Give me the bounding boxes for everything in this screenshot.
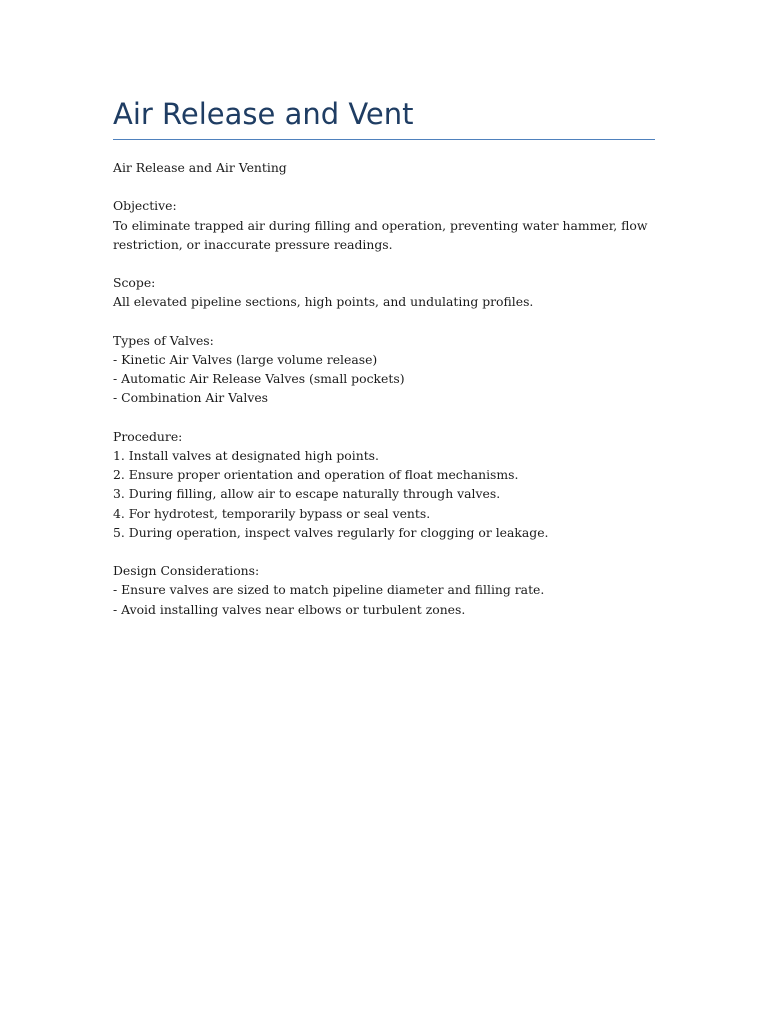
document-subtitle: Air Release and Air Venting <box>113 160 287 175</box>
procedure-heading: Procedure: <box>113 428 183 444</box>
document-title: Air Release and Vent <box>113 97 414 131</box>
design-considerations-section <box>113 561 655 619</box>
design-considerations-heading: Design Considerations: <box>113 563 260 579</box>
procedure-step: 2. Ensure proper orientation and operation of float mechanisms. <box>113 467 519 483</box>
procedure-step: 4. For hydrotest, temporarily bypass or seal vents. <box>113 505 431 521</box>
design-consideration-item: - Ensure valves are sized to match pipeline diameter and filling rate. <box>113 582 545 598</box>
objective-line: To eliminate trapped air during filling and operation, preventing water hammer, flow <box>113 217 648 233</box>
design-consideration-item: - Avoid installing valves near elbows or turbulent zones. <box>113 601 466 617</box>
procedure-step: 3. During filling, allow air to escape naturally through valves. <box>113 486 501 502</box>
valve-type-item: - Automatic Air Release Valves (small pockets) <box>113 371 405 387</box>
scope-heading: Scope: <box>113 275 156 291</box>
valve-type-item: - Kinetic Air Valves (large volume release) <box>113 351 378 367</box>
procedure-section <box>113 427 655 542</box>
valve-types-section <box>113 331 655 408</box>
procedure-step: 1. Install valves at designated high points. <box>113 447 379 463</box>
objective-section <box>113 196 655 254</box>
title-underline-rule <box>113 139 655 140</box>
valve-types-heading: Types of Valves: <box>113 332 214 348</box>
procedure-step: 5. During operation, inspect valves regularly for clogging or leakage. <box>113 524 549 540</box>
objective-line: restriction, or inaccurate pressure readings. <box>113 236 393 252</box>
scope-line: All elevated pipeline sections, high points, and undulating profiles. <box>113 294 534 310</box>
scope-section <box>113 273 655 311</box>
valve-type-item: - Combination Air Valves <box>113 390 269 406</box>
document-body <box>113 158 655 619</box>
objective-heading: Objective: <box>113 198 177 214</box>
